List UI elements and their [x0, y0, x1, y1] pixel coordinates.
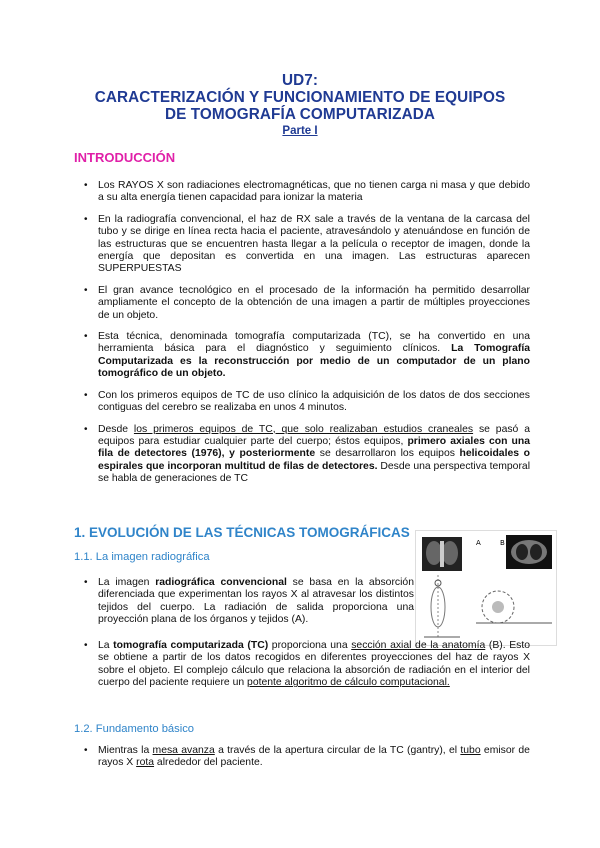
bullet-icon: •	[84, 331, 88, 343]
figure-label-a: A	[476, 539, 481, 547]
subsection-1-1-list	[74, 577, 414, 636]
bullet-icon: •	[84, 180, 88, 191]
ct-figure	[415, 530, 557, 646]
bullet-icon: •	[84, 577, 88, 588]
list-item: • Con los primeros equipos de TC de uso clínico la adquisición de los datos de dos secciones contiguas del cerebro se realizaba en unos 4 minutos.	[84, 389, 530, 414]
bullet-icon: •	[84, 745, 88, 756]
list-item: • Esta técnica, denominada tomografía computarizada (TC), se ha convertido en una herramienta básica para el diagnóstico y seguimiento clínicos. La Tomografía Computarizada es la reconstrucción por medio de un computador de un plano tomográfico de un objeto.	[84, 331, 530, 380]
subsection-1-2-list	[74, 745, 530, 779]
list-item: • La tomografía computarizada (TC) proporciona una sección axial de la anatomía (B). Esto se obtiene a partir de los datos recogidos en diferentes proyecciones del haz de rayos X sobre el objeto. El complejo cálculo que relaciona la absorción de radiación en el interior del cuerpo del paciente requiere un potente algoritmo de cálculo computacional.	[84, 640, 530, 689]
subsection-1-1-list-cont	[74, 640, 530, 699]
bullet-icon: •	[84, 640, 88, 651]
list-item: • El gran avance tecnológico en el procesado de la información ha permitido desarrollar ampliamente el concepto de la obtención de una imagen a partir de múltiples proyecciones de un objeto.	[84, 284, 530, 321]
doc-title-line-1: CARACTERIZACIÓN Y FUNCIONAMIENTO DE EQUIPOS	[94, 89, 506, 106]
subsection-1-1-heading: 1.1. La imagen radiográfica	[74, 551, 210, 563]
intro-heading: INTRODUCCIÓN	[74, 150, 176, 165]
figure-label-b: B	[500, 539, 505, 547]
list-item: • En la radiografía convencional, el haz de RX sale a través de la ventana de la carcasa del tubo y se dirige en línea recta hacia el paciente, atravesándolo y atenuándose en función de las estructuras que se encuentren hasta llegar a la película o receptor de imagen, donde la energía que depositan es convertida en una imagen. Las estructuras aparecen SUPERPUESTAS	[84, 213, 530, 275]
subsection-1-2-heading: 1.2. Fundamento básico	[74, 723, 195, 735]
ct-diagram-icon	[416, 531, 556, 645]
bullet-icon: •	[84, 213, 88, 225]
list-item: • Los RAYOS X son radiaciones electromagnéticas, que no tienen carga ni masa y que debido a su alta energía tienen capacidad para ionizar la materia	[84, 180, 530, 204]
list-item: • Desde los primeros equipos de TC, que solo realizaban estudios craneales se pasó a equipos para estudiar cualquier parte del cuerpo; éstos equipos, primero axiales con una fila de detectores (1976), y posteriormente se desarrollaron los equipos helicoidales o espirales que incorporan multitud de filas de detectores. Desde una perspectiva temporal se habla de generaciones de TC	[84, 423, 530, 485]
list-item: • Mientras la mesa avanza a través de la apertura circular de la TC (gantry), el tubo emisor de rayos X rota alrededor del paciente.	[84, 745, 530, 769]
intro-bullet-list	[74, 180, 530, 495]
list-item: • La imagen radiográfica convencional se basa en la absorción diferenciada que experimentan los rayos X al atravesar los distintos tejidos del cuerpo. La radiación de salida proporciona una proyección plana de los órganos y tejidos (A).	[84, 577, 414, 626]
bullet-icon: •	[84, 284, 88, 296]
bullet-icon: •	[84, 389, 88, 401]
section-1-heading: 1. EVOLUCIÓN DE LAS TÉCNICAS TOMOGRÁFICAS	[74, 525, 410, 540]
title-block	[0, 72, 600, 137]
doc-title-line-2: DE TOMOGRAFÍA COMPUTARIZADA	[164, 106, 436, 123]
bullet-icon: •	[84, 423, 88, 435]
part-label: Parte I	[282, 125, 318, 137]
unit-title: UD7:	[281, 72, 319, 89]
